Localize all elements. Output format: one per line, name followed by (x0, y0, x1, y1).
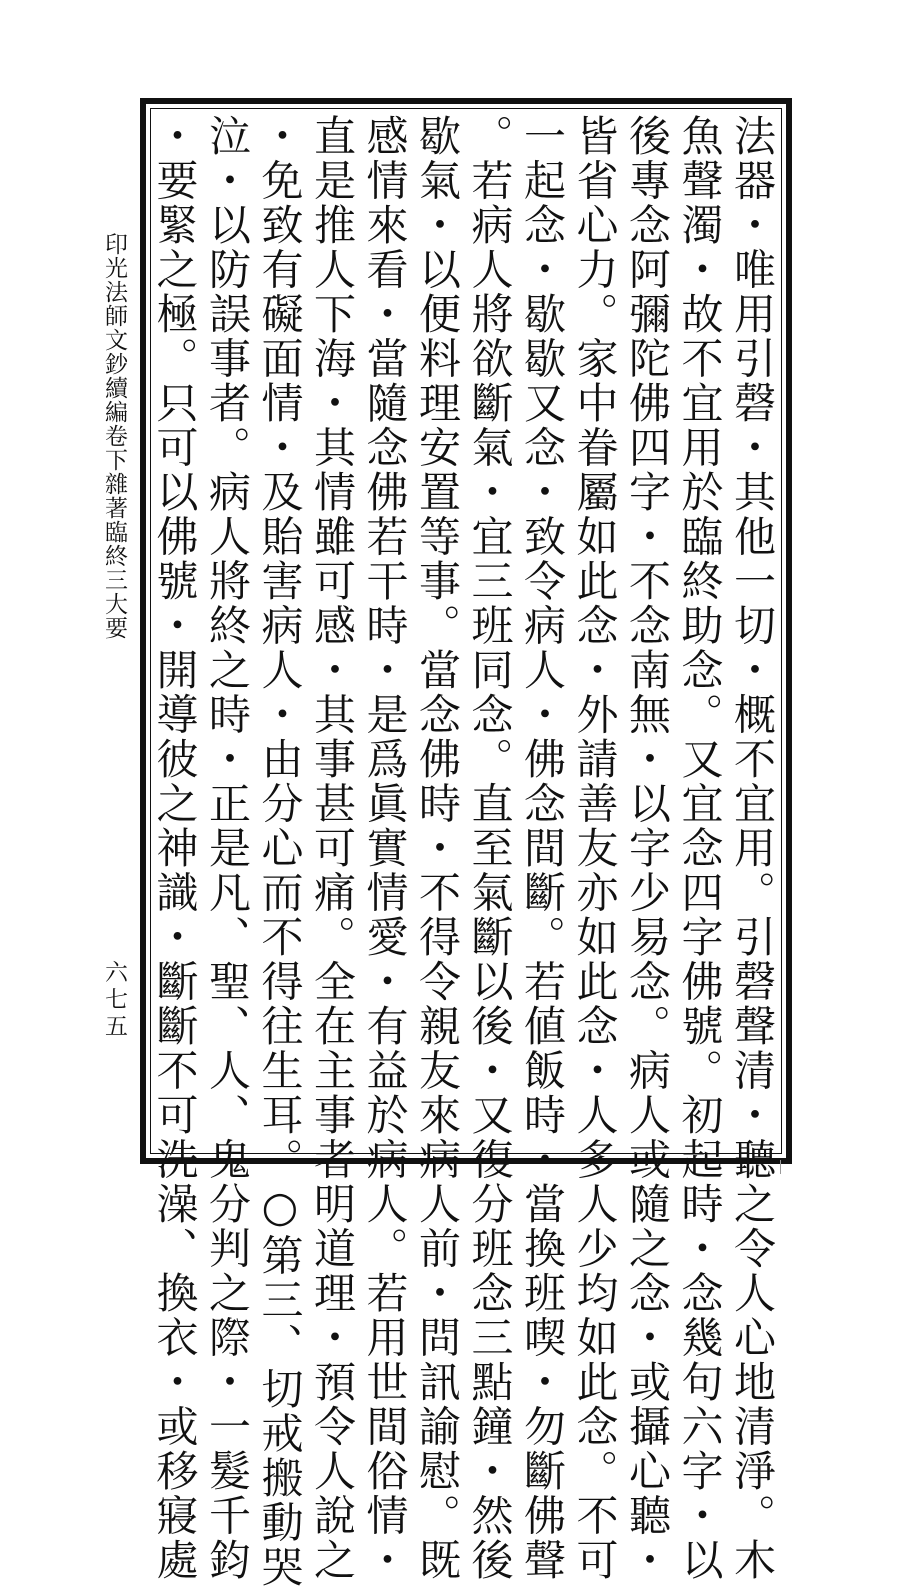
text-column: 後專念阿彌陀佛四字・不念南無・以字少易念。病人或隨之念・或攝心聽・ (623, 114, 672, 1583)
text-column: 直是推人下海・其情雖可感・其事甚可痛。全在主事者明道理・預令人說之 (308, 114, 357, 1583)
text-column: 。若病人將欲斷氣・宜三班同念。直至氣斷以後・又復分班念三點鐘・然後 (465, 114, 515, 1583)
text-column: 泣・以防誤事者。病人將終之時・正是凡、聖、人、鬼分判之際・一髮千鈞 (203, 114, 252, 1583)
text-column: 一起念・歇歇又念・致令病人・佛念間斷。若値飯時・當換班喫・勿斷佛聲 (518, 114, 567, 1583)
page-number: 六七五 (101, 960, 127, 1041)
body-text (150, 114, 778, 1590)
text-column: ・免致有礙面情・及貽害病人・由分心而不得往生耳。○第三、切戒搬動哭 (255, 114, 305, 1590)
section-name: 雜著 (101, 472, 127, 520)
book-title: 印光法師文鈔續編卷下 (101, 232, 127, 472)
scan-mark (780, 1160, 781, 1174)
text-column: 歇氣・以便料理安置等事。當念佛時・不得令親友來病人前・問訊諭慰。既 (413, 114, 462, 1583)
article-title: 臨終三大要 (101, 520, 127, 640)
text-column: 法器・唯用引磬・其他一切・概不宜用。引磬聲清・聽之令人心地清淨。木 (728, 114, 777, 1583)
text-column: 感情來看・當隨念佛若干時・是爲眞實情愛・有益於病人。若用世間俗情・ (360, 114, 410, 1583)
text-column: 魚聲濁・故不宜用於臨終助念。又宜念四字佛號。初起時・念幾句六字・以 (675, 114, 725, 1583)
text-column: 皆省心力。家中眷屬如此念・外請善友亦如此念・人多人少均如此念。不可 (570, 114, 620, 1583)
running-header (96, 232, 132, 640)
text-column: ・要緊之極。只可以佛號・開導彼之神識・斷斷不可洗澡、換衣・或移寢處 (150, 114, 200, 1583)
